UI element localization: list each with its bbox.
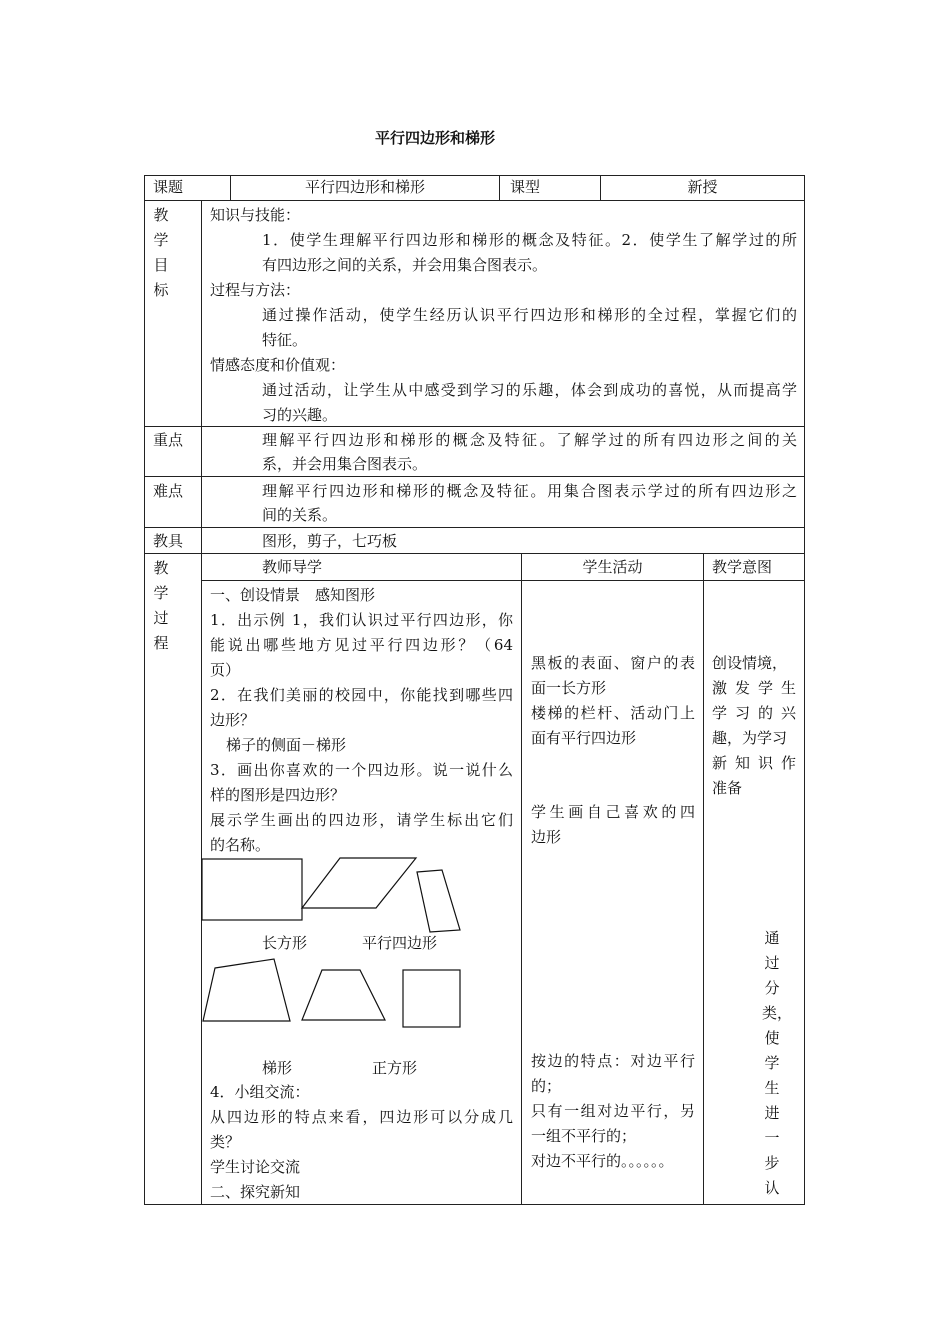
teacher-line-9: 样的图形是四边形？	[210, 786, 346, 804]
tools-label: 教具	[153, 532, 184, 550]
col-student-header: 学生活动	[582, 558, 643, 576]
shape-label-trapezoid: 梯形	[262, 1059, 293, 1077]
teacher-line-3: 能说出哪些地方见过平行四边形？（64	[210, 636, 513, 654]
process-line-2: 特征。	[262, 331, 308, 349]
student-line-5: 学生画自己喜欢的四	[531, 803, 695, 821]
teacher-line-5: 2．在我们美丽的校园中，你能找到哪些四	[210, 686, 513, 704]
irregular-quadrilateral-shape	[203, 959, 290, 1021]
square-shape	[403, 970, 460, 1027]
teacher-line-6: 边形？	[210, 711, 256, 729]
difficulties-label: 难点	[153, 482, 184, 500]
student-line-6: 边形	[531, 828, 562, 846]
teacher-line-15: 学生讨论交流	[210, 1158, 301, 1176]
student-line-11: 对边不平行的。。。。。。	[531, 1152, 674, 1170]
teacher-line-1: 一、创设情景 感知图形	[210, 586, 376, 604]
col-intent-header: 教学意图	[712, 558, 773, 576]
intent-line-4: 趣，为学习	[712, 729, 788, 747]
topic-label: 课题	[153, 178, 184, 196]
intent-line-1: 创设情境，	[712, 654, 788, 672]
process-title: 过程与方法：	[210, 281, 301, 299]
key-points-line-1: 理解平行四边形和梯形的概念及特征。了解学过的所有四边形之间的关	[262, 431, 797, 449]
teacher-line-8: 3．画出你喜欢的一个四边形。说一说什么	[210, 761, 513, 779]
knowledge-line-1: 1．使学生理解平行四边形和梯形的概念及特征。2．使学生了解学过的所	[262, 231, 797, 249]
teacher-line-11: 的名称。	[210, 836, 271, 854]
teacher-line-4: 页）	[210, 661, 241, 679]
teacher-line-10: 展示学生画出的四边形，请学生标出它们	[210, 811, 513, 829]
key-points-label: 重点	[153, 431, 184, 449]
student-line-3: 楼梯的栏杆、活动门上	[531, 704, 695, 722]
teacher-line-13: 从四边形的特点来看，四边形可以分成几	[210, 1108, 513, 1126]
teacher-line-14: 类？	[210, 1133, 241, 1151]
key-points-line-2: 系，并会用集合图表示。	[262, 455, 428, 473]
teacher-line-16: 二、探究新知	[210, 1183, 301, 1201]
teacher-line-7: 梯子的侧面－梯形	[226, 736, 347, 754]
teacher-line-12: 4．小组交流：	[210, 1083, 310, 1101]
rectangle-shape	[202, 859, 302, 920]
intent-line-5: 新知识作	[712, 754, 796, 772]
type-value: 新授	[687, 178, 718, 196]
parallelogram-shape	[302, 858, 416, 908]
knowledge-title: 知识与技能：	[210, 206, 301, 224]
process-label: 教学过程	[153, 559, 169, 652]
tilted-quadrilateral-shape	[417, 870, 460, 932]
shape-label-rectangle: 长方形	[262, 934, 308, 952]
emotion-line-1: 通过活动，让学生从中感受到学习的乐趣，体会到成功的喜悦，从而提高学	[262, 381, 797, 399]
teacher-line-2: 1．出示例 1，我们认识过平行四边形，你	[210, 611, 513, 629]
topic-value: 平行四边形和梯形	[304, 178, 425, 196]
student-line-4: 面有平行四边形	[531, 729, 637, 747]
intent-line-6: 准备	[712, 779, 743, 797]
difficulties-line-2: 间的关系。	[262, 506, 338, 524]
student-line-1: 黑板的表面、窗户的表	[531, 654, 695, 672]
trapezoid-shape	[302, 970, 385, 1020]
process-line-1: 通过操作活动，使学生经历认识平行四边形和梯形的全过程，掌握它们的	[262, 306, 797, 324]
student-line-9: 只有一组对边平行，另	[531, 1102, 695, 1120]
objectives-label: 教学目标	[153, 206, 169, 299]
intent-line-7: 通过分类，使学生进一步认	[762, 929, 793, 1197]
student-line-2: 面一长方形	[531, 679, 607, 697]
shape-label-parallelogram: 平行四边形	[362, 934, 438, 952]
difficulties-line-1: 理解平行四边形和梯形的概念及特征。用集合图表示学过的所有四边形之	[262, 482, 797, 500]
student-line-10: 一组不平行的；	[531, 1127, 637, 1145]
emotion-title: 情感态度和价值观：	[210, 356, 346, 374]
intent-line-2: 激发学生	[712, 679, 796, 697]
knowledge-line-2: 有四边形之间的关系，并会用集合图表示。	[262, 256, 548, 274]
document-title: 平行四边形和梯形	[374, 129, 495, 147]
col-teacher-header: 教师导学	[262, 558, 323, 576]
type-label: 课型	[510, 178, 541, 196]
emotion-line-2: 习的兴趣。	[262, 406, 338, 424]
tools-value: 图形，剪子，七巧板	[262, 532, 398, 550]
intent-line-3: 学习的兴	[712, 704, 796, 722]
student-line-8: 的；	[531, 1077, 562, 1095]
student-line-7: 按边的特点：对边平行	[531, 1052, 695, 1070]
shape-label-square: 正方形	[372, 1059, 418, 1077]
